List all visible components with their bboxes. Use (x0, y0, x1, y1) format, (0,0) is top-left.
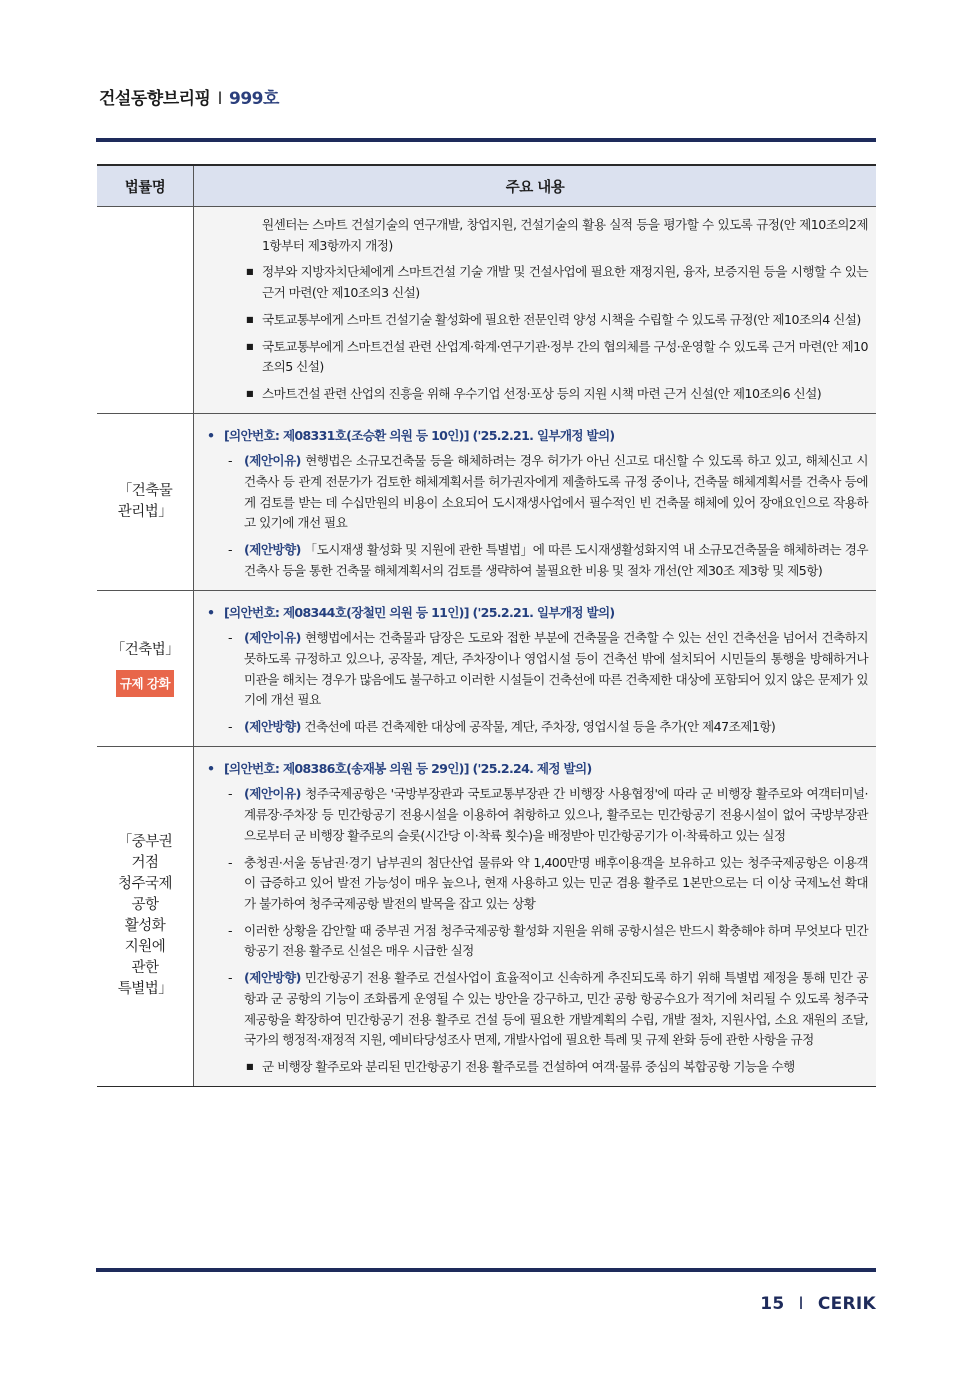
item-label: (제안이유) (244, 453, 301, 469)
item-text: 건축선에 따른 건축제한 대상에 공작물, 계단, 주차장, 영업시설 등을 추가(안 제47조제1항) (300, 719, 776, 735)
law-name-line: 「건축법」 (110, 641, 180, 658)
dash-bullet-icon: - (228, 786, 232, 802)
content-cell (194, 413, 877, 590)
law-name-cell (97, 207, 194, 414)
sub-bullet-text: 정부와 지방자치단체에게 스마트건설 기술 개발 및 건설사업에 필요한 재정지원, 융자, 보증지원 등을 시행할 수 있는 근거 마련(안 제10조의3 신설) (262, 264, 868, 301)
item-label: (제안방향) (244, 719, 301, 735)
legislation-table (97, 164, 876, 1087)
item-text: 이러한 상황을 감안할 때 중부권 거점 청주국제공항 활성화 지원을 위해 공항시설은 반드시 확충해야 하며 무엇보다 민간항공기 전용 활주로 신설은 매우 시급한 실정 (244, 922, 868, 959)
organization-name: CERIK (817, 1294, 876, 1314)
page-footer (760, 1294, 876, 1314)
sub-bullet (202, 1057, 868, 1078)
proposal-item (202, 451, 868, 534)
dash-bullet-icon: - (228, 854, 232, 870)
table-row (97, 207, 876, 414)
dash-bullet-icon: - (228, 719, 232, 735)
proposal-item (202, 628, 868, 711)
law-name-line: 「건축물 (117, 482, 173, 499)
bill-number: • [의안번호: 제08386호(송재봉 의원 등 29인)] ('25.2.24. 제정 발의) (202, 759, 868, 780)
law-name-cell (97, 413, 194, 590)
sub-bullet-text: 국토교통부에게 스마트 건설기술 활성화에 필요한 전문인력 양성 시책을 수립할 수 있도록 규정(안 제10조의4 신설) (262, 311, 861, 327)
proposal-item (202, 968, 868, 1051)
table-header-row (97, 165, 876, 207)
proposal-item (202, 717, 868, 738)
item-text: 충청권·서울 동남권·경기 남부권의 첨단산업 물류와 약 1,400만명 배후이용객을 보유하고 있는 청주국제공항은 이용객이 급증하고 있어 발전 가능성이 매우 높으나, 현재 사용하고 있는 민군 겸용 활주로 1본만으로는 더 이상 국제노선 확대가 불가하여 청주국제공항 발전의 발목을 잡고 있는 상황 (244, 854, 868, 911)
law-name-line: 활성화 (124, 918, 166, 935)
item-text: 민간항공기 전용 활주로 건설사업이 효율적이고 신속하게 추진되도록 하기 위해 특별법 제정을 통해 민간 공항과 군 공항의 기능이 조화롭게 운영될 수 있는 방안을 강구하고, 민간 공항 항공수요가 적기에 처리될 수 있도록 청주국제공항을 확장하여 민간항공기 전용 활주로 건설 등에 필요한 개발계획의 수립, 개발 절차, 지원사업, 소요 재원의 조달, 국가의 행정적·재정적 지원, 예비타당성조사 면제, 개발사업에 필요한 특례 및 규제 완화 등에 관한 사항을 규정 (244, 970, 868, 1048)
publication-title: 건설동향브리핑 (99, 89, 211, 109)
regulation-badge: 규제 강화 (116, 670, 174, 697)
bullet-dot-icon: • (207, 604, 215, 620)
item-label: (제안방향) (244, 542, 301, 558)
square-bullet-icon: ■ (246, 314, 254, 324)
issue-number: 999호 (228, 89, 279, 109)
continuation-text: 원센터는 스마트 건설기술의 연구개발, 창업지원, 건설기술의 활용 실적 등을 평가할 수 있도록 규정(안 제10조의2제1항부터 제3항까지 개정) (262, 217, 868, 253)
table-row (97, 590, 876, 746)
table-row (97, 413, 876, 590)
column-header-law-name: 법률명 (97, 165, 194, 207)
item-text: 현행법은 소규모건축물 등을 해체하려는 경우 허가가 아닌 신고로 대신할 수 있도록 하고 있고, 해체신고 시 건축사 등 관계 전문가가 검토한 해체계획서를 허가권자에게 제출하도록 규정 중이나, 건축물 해체계획서를 건축사 등에게 검토를 받는 데 수십만원의 비용이 소요되어 도시재생사업에서 필수적인 빈 건축물 해체에 있어 장애요인으로 작용하고 있기에 개선 필요 (244, 453, 868, 531)
bullet-dot-icon: • (207, 427, 215, 443)
sub-bullet-text: 군 비행장 활주로와 분리된 민간항공기 전용 활주로를 건설하여 여객·물류 중심의 복합공항 기능을 수행 (262, 1058, 795, 1074)
item-label: (제안방향) (244, 970, 301, 986)
law-name-line: 공항 (131, 897, 159, 914)
square-bullet-icon: ■ (246, 341, 254, 351)
content-cell (194, 590, 877, 746)
bill-number: • [의안번호: 제08331호(조승환 의원 등 10인)] ('25.2.21. 일부개정 발의) (202, 426, 868, 447)
sub-bullet-text: 국토교통부에게 스마트건설 관련 산업계·학계·연구기관·정부 간의 협의체를 구성·운영할 수 있도록 근거 마련(안 제10조의5 신설) (262, 338, 868, 375)
running-header (99, 84, 279, 109)
sub-bullet (202, 310, 868, 331)
bullet-dot-icon: • (207, 760, 215, 776)
law-name-cell (97, 746, 194, 1086)
dash-bullet-icon: - (228, 922, 232, 938)
dash-bullet-icon: - (228, 970, 232, 986)
sub-bullet-text: 스마트건설 관련 산업의 진흥을 위해 우수기업 선정·포상 등의 지원 시책 마련 근거 신설(안 제10조의6 신설) (262, 385, 822, 401)
law-name-line: 관한 (131, 960, 159, 977)
sub-bullet (202, 262, 868, 303)
page-number: 15 (760, 1294, 785, 1314)
item-label: (제안이유) (244, 786, 301, 802)
proposal-item (202, 540, 868, 581)
item-label: (제안이유) (244, 630, 301, 646)
sub-bullet (202, 337, 868, 378)
law-name-line: 청주국제 (117, 876, 173, 893)
square-bullet-icon: ■ (246, 1061, 254, 1071)
proposal-item (202, 921, 868, 962)
header-separator: I (217, 89, 222, 109)
table-row (97, 746, 876, 1086)
dash-bullet-icon: - (228, 630, 232, 646)
law-name-line: 지원에 (124, 939, 166, 956)
square-bullet-icon: ■ (246, 267, 254, 277)
column-header-main-content: 주요 내용 (194, 165, 877, 207)
top-rule (96, 138, 876, 142)
proposal-item (202, 784, 868, 846)
proposal-item (202, 853, 868, 915)
content-cell (194, 207, 877, 414)
law-name-cell (97, 590, 194, 746)
item-text: 「도시재생 활성화 및 지원에 관한 특별법」에 따른 도시재생활성화지역 내 소규모건축물을 해체하려는 경우 건축사 등을 통한 건축물 해체계획서의 검토를 생략하여 불필요한 비용 및 절차 개선(안 제30조 제3항 및 제5항) (244, 542, 868, 578)
square-bullet-icon: ■ (246, 388, 254, 398)
item-text: 현행법에서는 건축물과 담장은 도로와 접한 부분에 건축물을 건축할 수 있는 선인 건축선을 넘어서 건축하지 못하도록 규정하고 있으나, 공작물, 계단, 주차장이나 영업시설 등이 건축선 밖에 설치되어 시민들의 통행을 방해하거나 미관을 해치는 경우가 많음에도 불구하고 이러한 시설들이 건축선에 따른 건축제한 대상에 포함되어 있지 않은 문제가 있기에 개선 필요 (244, 630, 868, 708)
bottom-rule (96, 1268, 876, 1272)
dash-bullet-icon: - (228, 453, 232, 469)
law-name-line: 특별법」 (117, 981, 173, 998)
sub-bullet (202, 384, 868, 405)
bill-number: • [의안번호: 제08344호(장철민 의원 등 11인)] ('25.2.21. 일부개정 발의) (202, 603, 868, 624)
dash-bullet-icon: - (228, 542, 232, 558)
content-cell (194, 746, 877, 1086)
law-name-line: 거점 (131, 855, 159, 872)
law-name-line: 「중부권 (117, 834, 173, 851)
law-name-line: 관리법」 (117, 503, 173, 520)
footer-separator: I (798, 1294, 804, 1314)
item-text: 청주국제공항은 '국방부장관과 국토교통부장관 간 비행장 사용협정'에 따라 군 비행장 활주로와 여객터미널·계류장·주차장 등 민간항공기 전용시설을 이용하여 취항하고 있으나, 활주로는 민간항공기 전용시설이 없어 국방부장관으로부터 군 비행장 활주로의 슬롯(시간당 이·착륙 횟수)을 배정받아 민간항공기가 이·착륙하고 있는 실정 (244, 786, 868, 843)
